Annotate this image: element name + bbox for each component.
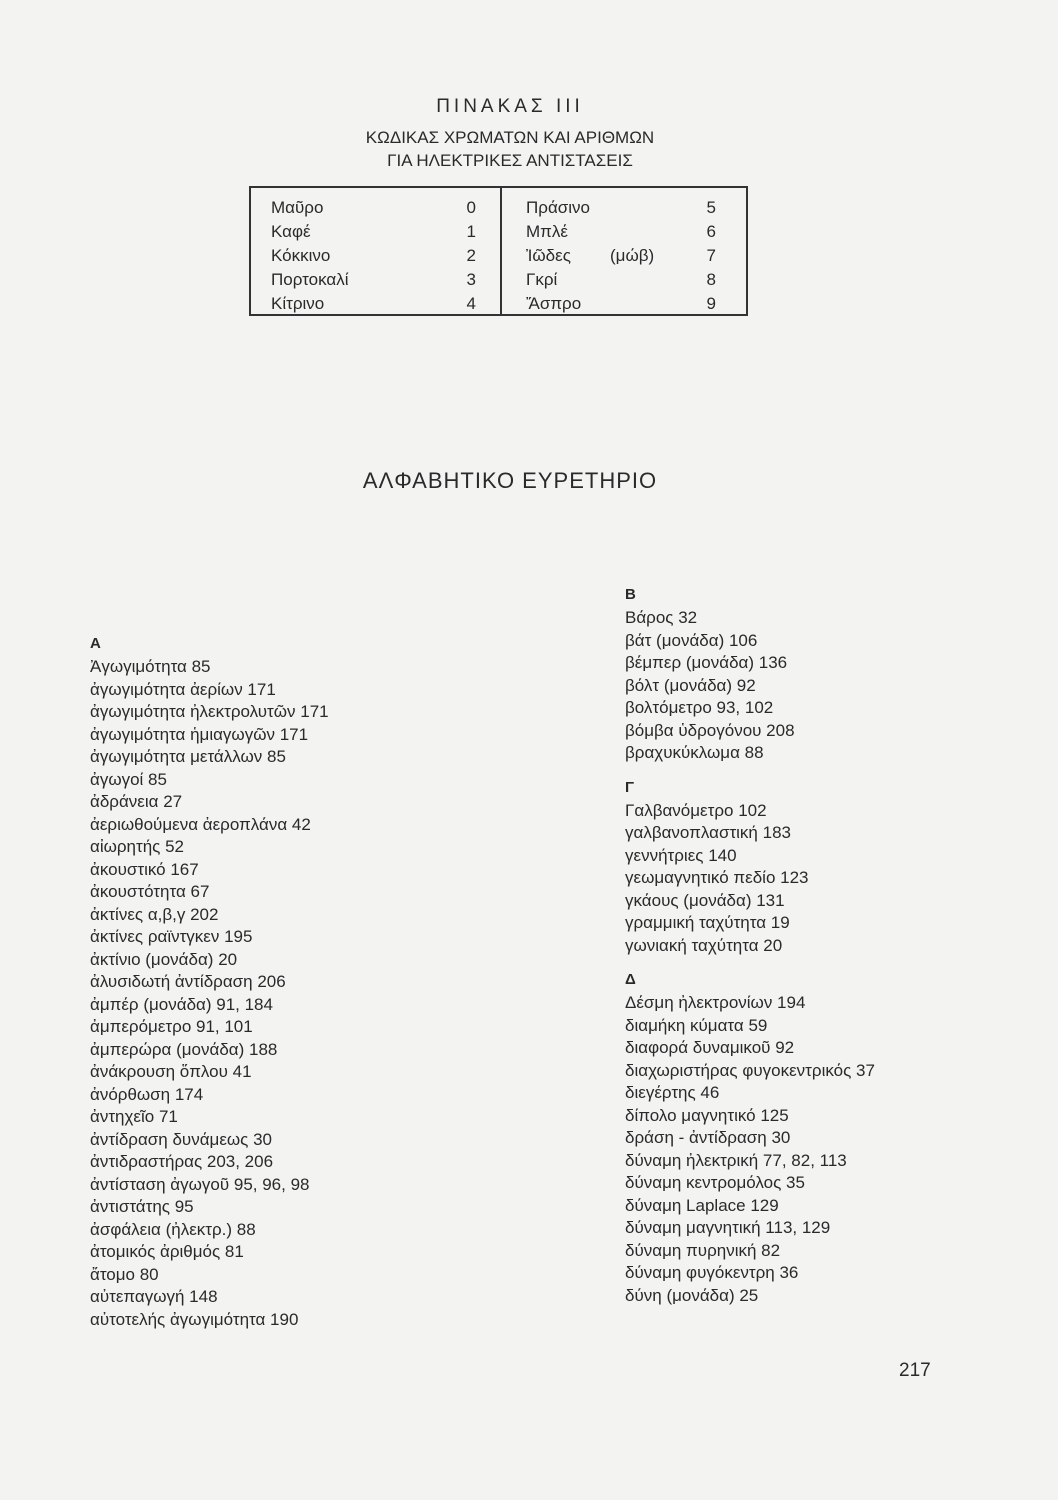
color-code: 8: [706, 270, 716, 289]
index-entry: βολτόμετρο 93, 102: [625, 698, 774, 717]
table-title: ΠΙΝΑΚΑΣ ΙΙΙ: [436, 96, 584, 117]
color-name: Ἄσπρο: [526, 294, 582, 313]
color-row: [251, 292, 500, 316]
index-entry: ἀμπερώρα (μονάδα) 188: [90, 1039, 278, 1059]
table-subtitle-line1: ΚΩΔΙΚΑΣ ΧΡΩΜΑΤΩΝ ΚΑΙ ΑΡΙΘΜΩΝ: [365, 128, 655, 147]
color-code-table: [249, 186, 748, 316]
color-row: [251, 244, 500, 268]
table-subtitle-line2: ΓΙΑ ΗΛΕΚΤΡΙΚΕΣ ΑΝΤΙΣΤΑΣΕΙΣ: [387, 151, 633, 170]
index-entry: ἀεριωθούμενα ἀεροπλάνα 42: [90, 814, 311, 834]
index-entry: δύναμη μαγνητική 113, 129: [625, 1218, 831, 1237]
index-entry: δύναμη φυγόκεντρη 36: [625, 1263, 799, 1282]
color-code: 4: [466, 294, 476, 313]
index-entry: ἀντίδραση δυνάμεως 30: [90, 1129, 273, 1149]
color-row: [251, 220, 500, 244]
index-entry: βόμβα ὑδρογόνου 208: [625, 720, 795, 740]
index-entry: βάτ (μονάδα) 106: [625, 630, 758, 650]
index-entry: ἀσφάλεια (ἠλεκτρ.) 88: [90, 1219, 256, 1239]
index-entry: ἀκτίνες ραϊντγκεν 195: [90, 927, 253, 946]
index-entry: ἀντιδραστήρας 203, 206: [90, 1152, 274, 1171]
color-row: [502, 196, 746, 220]
index-entry: διαφορά δυναμικοῦ 92: [625, 1038, 795, 1057]
color-name: Μαῦρο: [271, 198, 324, 217]
index-entry: ἀκουστικό 167: [90, 859, 199, 879]
color-code: 1: [466, 222, 476, 241]
section-gap: [625, 765, 875, 776]
index-entry: ἀντίσταση ἀγωγοῦ 95, 96, 98: [90, 1174, 310, 1194]
color-row: [251, 268, 500, 292]
index-entry: ἄτομο 80: [90, 1264, 159, 1284]
color-row: [502, 244, 746, 268]
index-entry: δράση - ἀντίδραση 30: [625, 1128, 791, 1147]
index-left-column: [90, 632, 329, 1331]
index-entry: Γαλβανόμετρο 102: [625, 800, 767, 820]
color-code: 6: [706, 222, 716, 241]
color-code: 3: [466, 270, 476, 289]
index-entry: δύνη (μονάδα) 25: [625, 1285, 759, 1305]
index-entry: γραμμική ταχύτητα 19: [625, 913, 790, 932]
color-name: Πράσινο: [526, 198, 590, 217]
index-entry: βόλτ (μονάδα) 92: [625, 675, 756, 695]
index-entry: ἀγωγιμότητα ἀερίων 171: [90, 679, 276, 699]
index-entry: ἀκτίνες α,β,γ 202: [90, 904, 219, 924]
index-entry: διαχωριστήρας φυγοκεντρικός 37: [625, 1060, 875, 1080]
index-entry: Ἀγωγιμότητα 85: [90, 657, 211, 676]
index-entry: βραχυκύκλωμα 88: [625, 743, 764, 762]
color-name: Μπλέ: [526, 222, 568, 241]
color-name: Καφέ: [271, 222, 311, 241]
index-entry: δύναμη ἠλεκτρική 77, 82, 113: [625, 1150, 847, 1170]
color-code: 9: [706, 294, 716, 313]
color-note: (μώβ): [610, 246, 655, 265]
index-entry: γκάους (μονάδα) 131: [625, 890, 785, 910]
index-entry: Βάρος 32: [625, 608, 698, 627]
color-row: [502, 292, 746, 316]
section-letter-a: Α: [90, 635, 101, 652]
index-entry: Δέσμη ἠλεκτρονίων 194: [625, 993, 806, 1012]
index-entry: ἀνάκρουση ὅπλου 41: [90, 1062, 252, 1081]
index-entry: ἀντηχεῖο 71: [90, 1107, 178, 1126]
color-code: 2: [466, 246, 476, 265]
index-entry: ἀγωγοί 85: [90, 769, 167, 789]
color-name: Γκρί: [526, 270, 558, 289]
color-row: [251, 196, 500, 220]
index-entry: ἀμπερόμετρο 91, 101: [90, 1017, 253, 1036]
index-entry: αἰωρητής 52: [90, 837, 184, 856]
index-entry: διαμήκη κύματα 59: [625, 1015, 768, 1035]
page-number: 217: [899, 1360, 931, 1381]
index-entry: ἀλυσιδωτή ἀντίδραση 206: [90, 972, 286, 991]
index-entry: ἀκουστότητα 67: [90, 882, 210, 901]
color-row: [502, 268, 746, 292]
index-entry: δίπολο μαγνητικό 125: [625, 1105, 789, 1125]
color-name: Ἰῶδες: [526, 246, 571, 265]
color-code: 7: [706, 246, 716, 265]
index-entry: ἀδράνεια 27: [90, 792, 183, 811]
color-table-right-column: [502, 188, 746, 314]
index-entry: ἀγωγιμότητα μετάλλων 85: [90, 747, 286, 766]
index-heading: ΑΛΦΑΒΗΤΙΚΟ ΕΥΡΕΤΗΡΙΟ: [362, 468, 658, 493]
index-entry: βέμπερ (μονάδα) 136: [625, 653, 788, 672]
index-entry: γεωμαγνητικό πεδίο 123: [625, 868, 809, 887]
color-code: 5: [706, 198, 716, 217]
index-entry: διεγέρτης 46: [625, 1083, 720, 1102]
index-entry: ἀτομικός ἀριθμός 81: [90, 1242, 244, 1261]
index-entry: δύναμη Laplace 129: [625, 1195, 779, 1215]
index-entry: αὐτεπαγωγή 148: [90, 1287, 218, 1306]
color-row: [502, 220, 746, 244]
index-entry: ἀντιστάτης 95: [90, 1197, 194, 1216]
index-entry: ἀγωγιμότητα ἠλεκτρολυτῶν 171: [90, 702, 329, 721]
index-entry: δύναμη κεντρομόλος 35: [625, 1173, 805, 1192]
index-right-column: [625, 583, 875, 1307]
section-letter-d: Δ: [625, 971, 636, 988]
color-name: Κίτρινο: [271, 294, 325, 313]
index-entry: δύναμη πυρηνική 82: [625, 1240, 781, 1260]
index-entry: ἀμπέρ (μονάδα) 91, 184: [90, 994, 273, 1014]
index-entry: γαλβανοπλαστική 183: [625, 823, 791, 842]
index-entry: γεννήτριες 140: [625, 845, 737, 865]
color-name: Πορτοκαλί: [271, 270, 349, 289]
index-entry: αὐτοτελής ἀγωγιμότητα 190: [90, 1309, 299, 1329]
color-name: Κόκκινο: [271, 246, 331, 265]
section-gap: [625, 957, 875, 968]
index-entry: γωνιακή ταχύτητα 20: [625, 935, 783, 955]
section-letter-b: Β: [625, 586, 636, 603]
index-entry: ἀκτίνιο (μονάδα) 20: [90, 949, 238, 969]
section-letter-g: Γ: [625, 778, 635, 796]
color-code: 0: [466, 198, 476, 217]
color-table-left-column: [251, 188, 502, 314]
index-entry: ἀνόρθωση 174: [90, 1084, 204, 1104]
index-entry: ἀγωγιμότητα ἡμιαγωγῶν 171: [90, 724, 309, 744]
